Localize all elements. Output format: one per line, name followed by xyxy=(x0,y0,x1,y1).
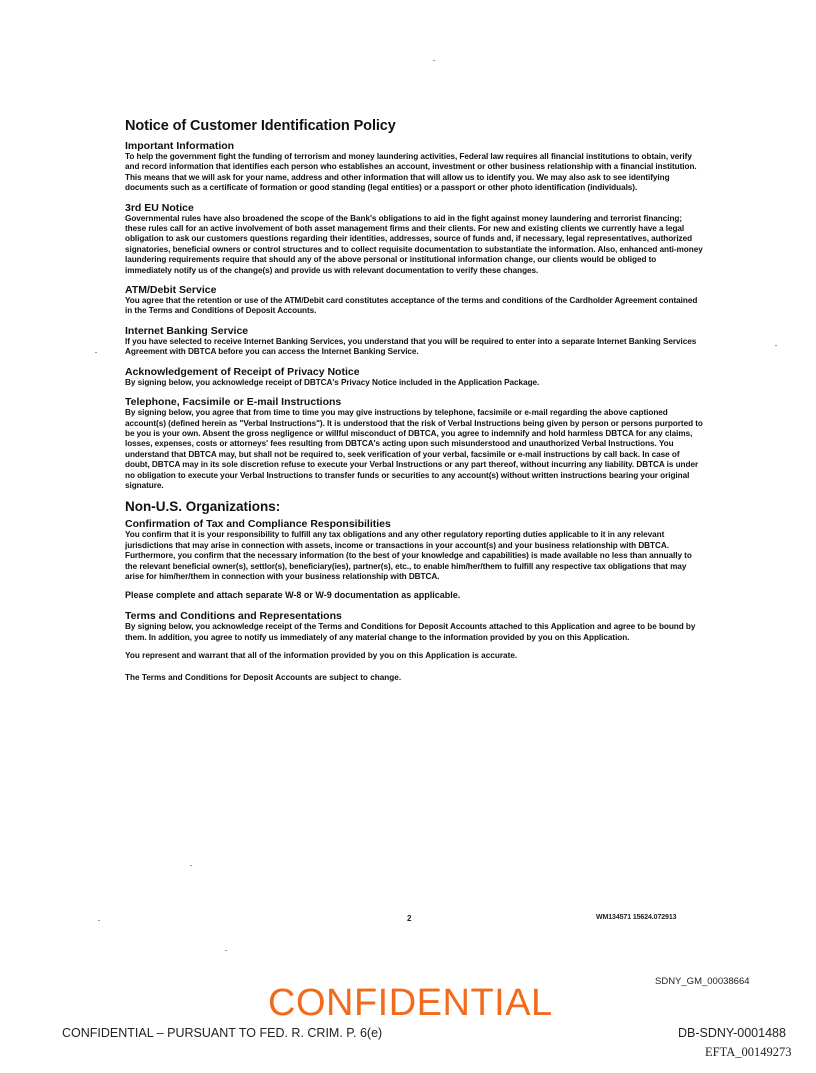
scan-speck xyxy=(225,950,227,951)
document-title: Notice of Customer Identification Policy xyxy=(125,118,396,134)
section-body-internet-banking: If you have selected to receive Internet Banking Services, you understand that you will be required to enter into a separate Internet Banking Services Agreement with DBTCA before you can access the Internet Banking Service. xyxy=(125,336,697,357)
page-number: 2 xyxy=(407,914,412,923)
section-heading-eu-notice: 3rd EU Notice xyxy=(125,201,194,214)
scan-speck xyxy=(433,60,435,61)
scan-speck xyxy=(775,345,777,346)
efta-number: EFTA_00149273 xyxy=(705,1045,792,1059)
document-body xyxy=(125,118,705,694)
terms-conditions-body: By signing below, you acknowledge receipt of the Terms and Conditions for Deposit Accounts attached to this Application and agree to be bound by them. In addition, you agree to notify us immediately of any material change to the information provided by you on this Application. xyxy=(125,622,696,642)
w8-w9-instruction: Please complete and attach separate W-8 or W-9 documentation as applicable. xyxy=(125,590,461,601)
scan-speck xyxy=(98,920,100,921)
section-heading-verbal-instructions: Telephone, Facsimile or E-mail Instructions xyxy=(125,396,342,409)
confidential-footer-notice: CONFIDENTIAL – PURSUANT TO FED. R. CRIM. P. 6(e) xyxy=(62,1026,383,1040)
scan-speck xyxy=(190,865,192,866)
bates-number-db: DB-SDNY-0001488 xyxy=(678,1026,786,1040)
represent-warrant-line: You represent and warrant that all of the information provided by you on this Application is accurate. xyxy=(125,651,518,661)
tax-compliance-body: You confirm that it is your responsibility to fulfill any tax obligations and any other regulatory reporting duties applicable to it in any relevant jurisdictions that may arise in connection with assets, income or transactions in your account(s) and your business relationship with DBTCA. Furthermore, you confirm that the necessary information (to the best of your knowledge and capabilities) is made available no less than annually to the relevant beneficial owner(s), settlor(s), beneficiary(ies), partner(s), etc., to enable him/her/them to fulfill any respective tax obligations that may arise for him/her/them in connection with your business relationship with DBTCA. xyxy=(125,530,692,581)
section-body-privacy-notice: By signing below, you acknowledge receipt of DBTCA's Privacy Notice included in the Application Package. xyxy=(125,377,540,387)
tax-compliance-heading: Confirmation of Tax and Compliance Responsibilities xyxy=(125,518,391,531)
section-heading-important-information: Important Information xyxy=(125,140,235,152)
section-body-important-information: To help the government fight the funding of terrorism and money laundering activities, Federal law requires all financial institutions to obtain, verify and record information that identifies each person who establishes an account, investment or other business relationship with a financial institution. This means that we will ask for your name, address and other information that will allow us to identify you. We may also ask to see identifying documents such as a certificate of formation or good standing (legal entities) or a passport or other photo identification (individuals). xyxy=(125,152,697,193)
non-us-organizations-heading: Non-U.S. Organizations: xyxy=(125,499,281,515)
section-body-atm-debit: You agree that the retention or use of the ATM/Debit card constitutes acceptance of the terms and conditions of the Cardholder Agreement contained in the Terms and Conditions of Deposit Accounts. xyxy=(125,296,698,316)
document-code: WM134571 15624.072913 xyxy=(596,914,677,921)
section-heading-internet-banking: Internet Banking Service xyxy=(125,324,249,337)
section-body-eu-notice: Governmental rules have also broadened the scope of the Bank's obligations to aid in the fight against money laundering and terrorist financing; these rules call for an active involvement of both asset management firms and their clients. For new and existing clients we currently have a legal obligation to ask our customers questions regarding their identities, addresses, source of funds and, if necessary, legal representatives, authorized signatories, beneficial owners or control structures and to collect requisite documentation to substantiate the information. Also, enhanced anti-money laundering requirements require that should any of the above personal or institutional information change, our clients would be obliged to immediately notify us of the change(s) and provide us with relevant documentation to verify these changes. xyxy=(125,213,703,275)
terms-conditions-heading: Terms and Conditions and Representations xyxy=(125,610,342,623)
bates-number-sdny: SDNY_GM_00038664 xyxy=(655,976,750,987)
confidential-stamp: CONFIDENTIAL xyxy=(268,982,553,1024)
terms-subject-to-change-line: The Terms and Conditions for Deposit Accounts are subject to change. xyxy=(125,672,402,682)
section-heading-atm-debit: ATM/Debit Service xyxy=(125,284,217,297)
section-body-verbal-instructions: By signing below, you agree that from time to time you may give instructions by telephone, facsimile or e-mail regarding the above captioned account(s) (defined herein as "Verbal Instructions"). It is understood that the risk of Verbal Instructions being given by person or persons purported to be you is your own. Absent the gross negligence or willful misconduct of DBTCA, you agree to indemnify and hold harmless DBTCA for any claims, losses, expenses, costs or attorneys' fees resulting from DBTCA's acting upon such misunderstood and unauthorized Verbal Instructions. You understand that DBTCA may, but shall not be required to, seek verification of your verbal, facsimile or e-mail instructions by call back. In case of doubt, DBTCA may in its sole discretion refuse to execute your Verbal Instructions or any part thereof, without incurring any liability. DBTCA is under no obligation to execute your Verbal Instructions to transfer funds or securities to any account(s) without written instructions bearing your original signature. xyxy=(125,408,703,490)
section-heading-privacy-notice: Acknowledgement of Receipt of Privacy Notice xyxy=(125,365,360,378)
scan-speck xyxy=(95,352,97,353)
